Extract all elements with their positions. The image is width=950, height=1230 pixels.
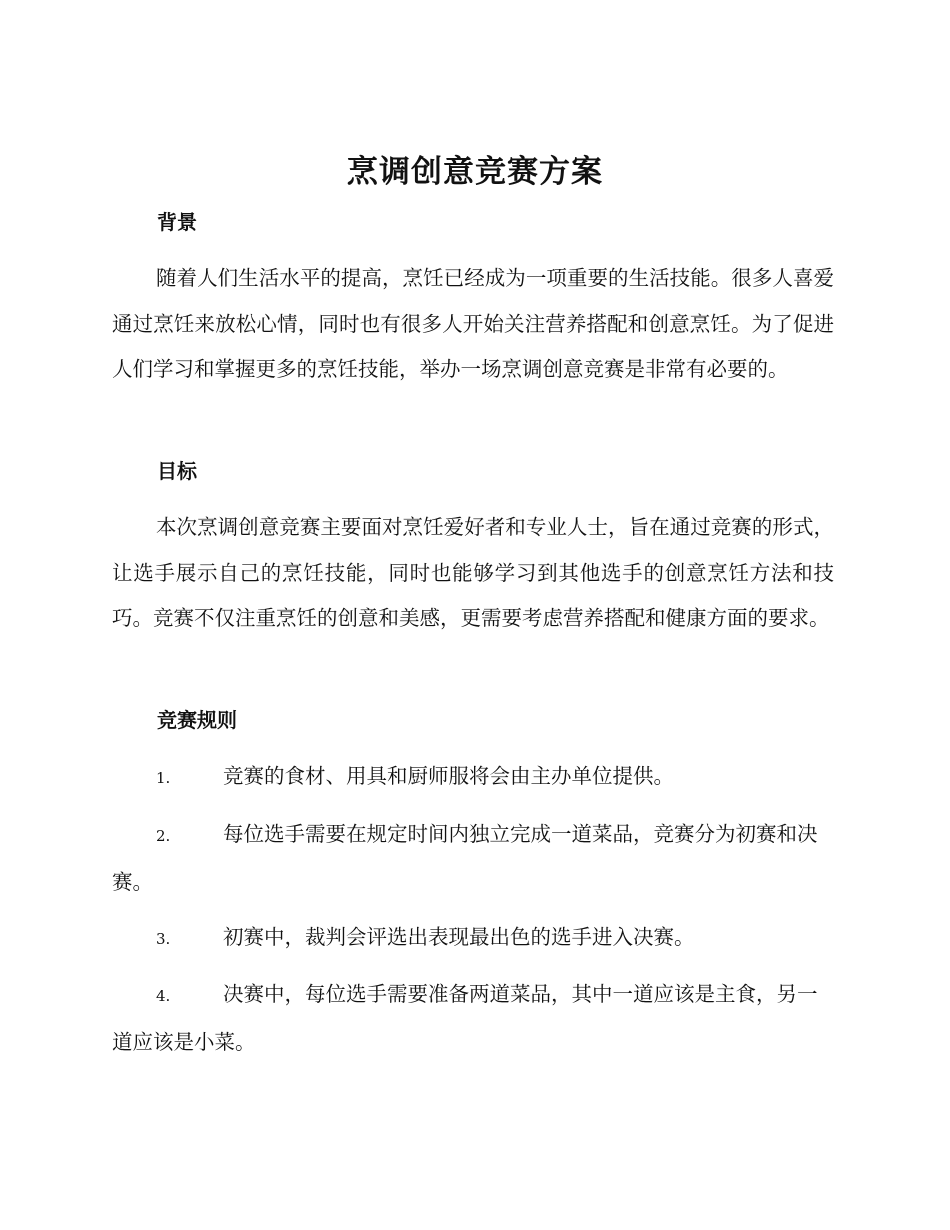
rule-item: [112, 812, 834, 905]
rule-text: 初赛中，裁判会评选出表现最出色的选手进入决赛。: [223, 925, 695, 949]
section-heading-goal: 目标: [157, 459, 197, 483]
section-heading-rules: 竞赛规则: [157, 708, 237, 732]
section-heading-background: 背景: [157, 210, 197, 234]
rule-item: [112, 754, 834, 802]
rule-number: 4.: [156, 987, 171, 1005]
document-title: 烹调创意竞赛方案: [347, 154, 603, 190]
section-paragraph-background: 随着人们生活水平的提高，烹饪已经成为一项重要的生活技能。很多人喜爱通过烹饪来放松心情，同时也有很多人开始关注营养搭配和创意烹饪。为了促进人们学习和掌握更多的烹饪技能，举办一场烹调创意竞赛是非常有必要的。: [112, 266, 834, 381]
rule-item: [112, 972, 834, 1065]
rule-text: 决赛中，每位选手需要准备两道菜品，其中一道应该是主食，另一道应该是小菜。: [112, 982, 818, 1054]
rule-text: 竞赛的食材、用具和厨师服将会由主办单位提供。: [223, 764, 674, 788]
rule-item: [112, 915, 834, 963]
rule-text: 每位选手需要在规定时间内独立完成一道菜品，竞赛分为初赛和决赛。: [112, 822, 818, 894]
rule-number: 1.: [156, 769, 171, 787]
rule-number: 2.: [156, 827, 171, 845]
rule-number: 3.: [156, 930, 171, 948]
section-paragraph-goal: 本次烹调创意竞赛主要面对烹饪爱好者和专业人士，旨在通过竞赛的形式，让选手展示自己的烹饪技能，同时也能够学习到其他选手的创意烹饪方法和技巧。竞赛不仅注重烹饪的创意和美感，更需要考虑营养搭配和健康方面的要求。: [112, 515, 834, 630]
